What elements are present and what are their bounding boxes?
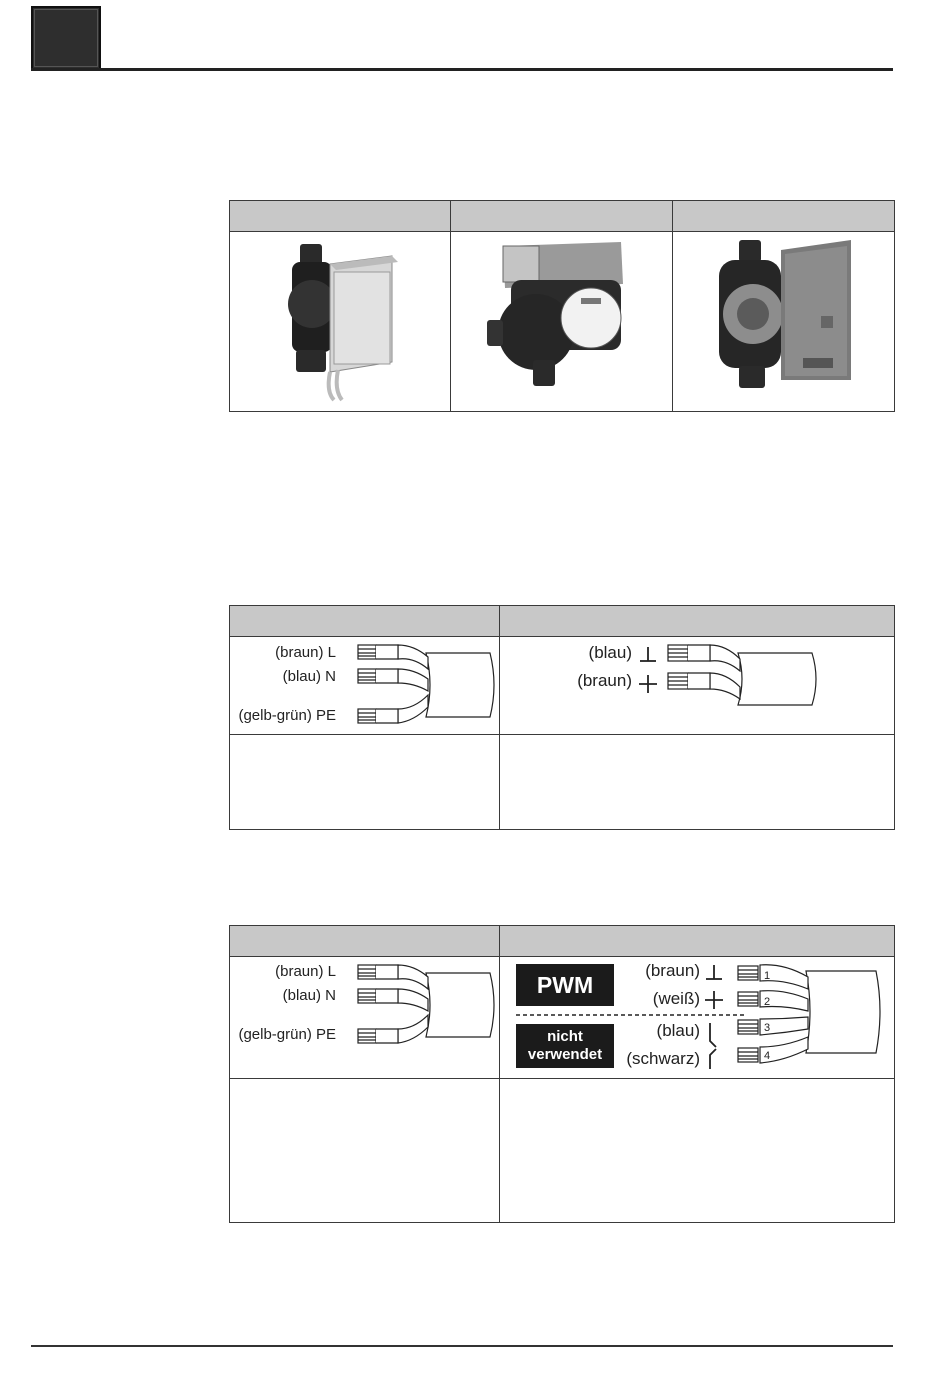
signal-label-plus: (braun) [577,671,632,690]
wire-label-n: (blau) N [282,668,336,685]
wire-label-l: (braun) L [275,644,336,661]
power-cable-cell [230,637,500,735]
pwm-cable-cell [500,957,895,1079]
table-header-cell [230,926,500,957]
table-header-row [230,201,895,232]
table-row [230,735,895,830]
not-used-line-2: verwendet [527,1046,603,1063]
signal-label-w3: (blau) [656,1021,700,1040]
wire-number-2: 2 [764,996,771,1008]
table-row [230,637,895,735]
table-cell [500,1079,895,1223]
table-header-cell [500,926,895,957]
wire-label-pe: (gelb-grün) PE [238,707,336,724]
wire-number-4: 4 [764,1050,771,1062]
wire-number-1: 1 [764,970,771,982]
table-header-cell [230,606,500,637]
three-wire-cable-icon [356,957,500,1057]
power-cable-cell [230,957,500,1079]
footer-rule [31,1345,893,1347]
pump-types-table [229,200,895,412]
pump-photo-3-icon [673,232,895,406]
wire-label-n: (blau) N [282,987,336,1004]
table-header-cell [230,201,451,232]
pump-photo-2-icon [451,232,673,406]
table-header-cell [673,201,895,232]
pump-photo-cell-2 [451,232,673,412]
polarity-switch-symbols-icon [704,961,724,1073]
wire-label-pe: (gelb-grün) PE [238,1026,336,1043]
table-cell [230,1079,500,1223]
signal-cable-cell [500,637,895,735]
pump-photo-1-icon [230,232,451,406]
not-used-badge [516,1024,614,1068]
table-header-cell [451,201,673,232]
polarity-symbols-icon [638,643,658,703]
signal-label-w1: (braun) [645,961,700,980]
wiring-table-1 [229,605,895,830]
table-header-row [230,926,895,957]
pwm-badge: PWM [516,964,614,1006]
table-cell [500,735,895,830]
table-row [230,1079,895,1223]
signal-label-w2: (weiß) [652,989,700,1008]
wiring-table-2 [229,925,895,1223]
table-row [230,957,895,1079]
pump-photo-cell-1 [230,232,451,412]
signal-label-ground: (blau) [588,643,632,662]
chapter-marker [31,6,101,70]
four-wire-cable-icon [736,957,894,1079]
table-cell [230,735,500,830]
signal-label-w4: (schwarz) [626,1049,700,1068]
table-header-row [230,606,895,637]
table-header-cell [500,606,895,637]
wire-label-l: (braun) L [275,963,336,980]
two-wire-cable-icon [666,637,826,735]
pump-photo-cell-3 [673,232,895,412]
three-wire-cable-icon [356,637,500,735]
not-used-line-1: nicht [547,1028,583,1045]
wire-number-3: 3 [764,1022,771,1034]
header-rule [31,68,893,71]
table-row [230,232,895,412]
